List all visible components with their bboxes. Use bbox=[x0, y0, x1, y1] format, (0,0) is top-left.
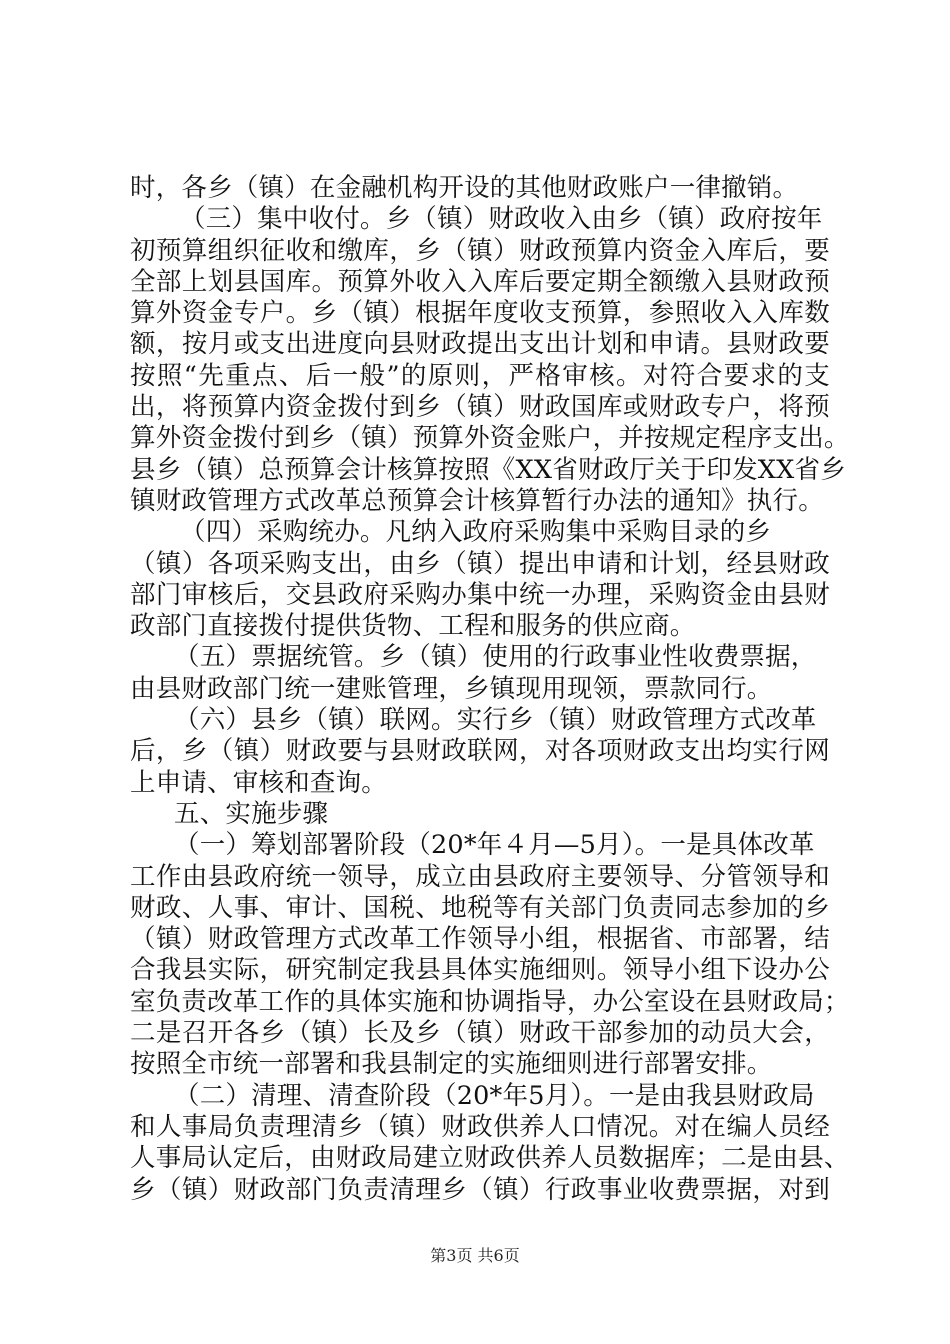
text-line: （五）票据统管。乡（镇）使用的行政事业性收费票据， bbox=[174, 642, 817, 673]
text-line: 部门审核后，交县政府采购办集中统一办理，采购资金由县财 bbox=[130, 579, 830, 610]
text-line: 财政、人事、审计、国税、地税等有关部门负责同志参加的乡 bbox=[130, 892, 830, 923]
text-line: 二是召开各乡（镇）长及乡（镇）财政干部参加的动员大会， bbox=[130, 1018, 830, 1049]
text-line: 初预算组织征收和缴库，乡（镇）财政预算内资金入库后，要 bbox=[130, 235, 830, 266]
text-line: （三）集中收付。乡（镇）财政收入由乡（镇）政府按年 bbox=[180, 204, 823, 235]
text-line: 算外资金专户。乡（镇）根据年度收支预算，参照收入入库数 bbox=[130, 298, 830, 329]
text-line: 工作由县政府统一领导，成立由县政府主要领导、分管领导和 bbox=[130, 861, 830, 892]
text-line: （六）县乡（镇）联网。实行乡（镇）财政管理方式改革 bbox=[174, 705, 817, 736]
text-line: 合我县实际，研究制定我县具体实施细则。领导小组下设办公 bbox=[130, 955, 830, 986]
text-line: 乡（镇）财政部门负责清理乡（镇）行政事业收费票据，对到 bbox=[130, 1174, 830, 1205]
text-line: 算外资金拨付到乡（镇）预算外资金账户，并按规定程序支出。 bbox=[130, 423, 850, 454]
page-footer: 第3页 共6页 bbox=[430, 1246, 520, 1265]
text-line: 后，乡（镇）财政要与县财政联网，对各项财政支出均实行网 bbox=[130, 736, 830, 767]
text-line: 按照全市统一部署和我县制定的实施细则进行部署安排。 bbox=[130, 1049, 773, 1080]
text-line: 出，将预算内资金拨付到乡（镇）财政国库或财政专户，将预 bbox=[130, 392, 830, 423]
text-line: （镇）各项采购支出，由乡（镇）提出申请和计划，经县财政 bbox=[130, 548, 830, 579]
text-line: （一）筹划部署阶段（20*年４月—5月）。一是具体改革 bbox=[174, 830, 815, 861]
text-line: （二）清理、清查阶段（20*年5月）。一是由我县财政局 bbox=[174, 1080, 815, 1111]
text-line: 时，各乡（镇）在金融机构开设的其他财政账户一律撤销。 bbox=[130, 173, 799, 203]
text-line: （四）采购统办。凡纳入政府采购集中采购目录的乡 bbox=[180, 517, 772, 548]
text-line: 人事局认定后，由财政局建立财政供养人员数据库；二是由县、 bbox=[130, 1143, 850, 1174]
text-line: 县乡（镇）总预算会计核算按照《XX省财政厅关于印发XX省乡 bbox=[130, 454, 846, 485]
text-line: 全部上划县国库。预算外收入入库后要定期全额缴入县财政预 bbox=[130, 266, 830, 297]
document-body bbox=[130, 173, 850, 1206]
text-line: 由县财政部门统一建账管理，乡镇现用现领，票款同行。 bbox=[130, 673, 773, 704]
section-heading: 五、实施步骤 bbox=[174, 798, 329, 829]
text-line: 和人事局负责理清乡（镇）财政供养人口情况。对在编人员经 bbox=[130, 1111, 830, 1142]
text-line: 政部门直接拨付提供货物、工程和服务的供应商。 bbox=[130, 611, 696, 642]
text-line: 上申请、审核和查询。 bbox=[130, 767, 388, 798]
text-line: 按照“先重点、后一般”的原则，严格审核。对符合要求的支 bbox=[130, 360, 830, 391]
text-line: 镇财政管理方式改革总预算会计核算暂行办法的通知》执行。 bbox=[130, 485, 824, 516]
text-line: 额，按月或支出进度向县财政提出支出计划和申请。县财政要 bbox=[130, 329, 830, 360]
text-line: 室负责改革工作的具体实施和协调指导，办公室设在县财政局； bbox=[130, 986, 850, 1017]
text-line: （镇）财政管理方式改革工作领导小组，根据省、市部署，结 bbox=[130, 924, 830, 955]
